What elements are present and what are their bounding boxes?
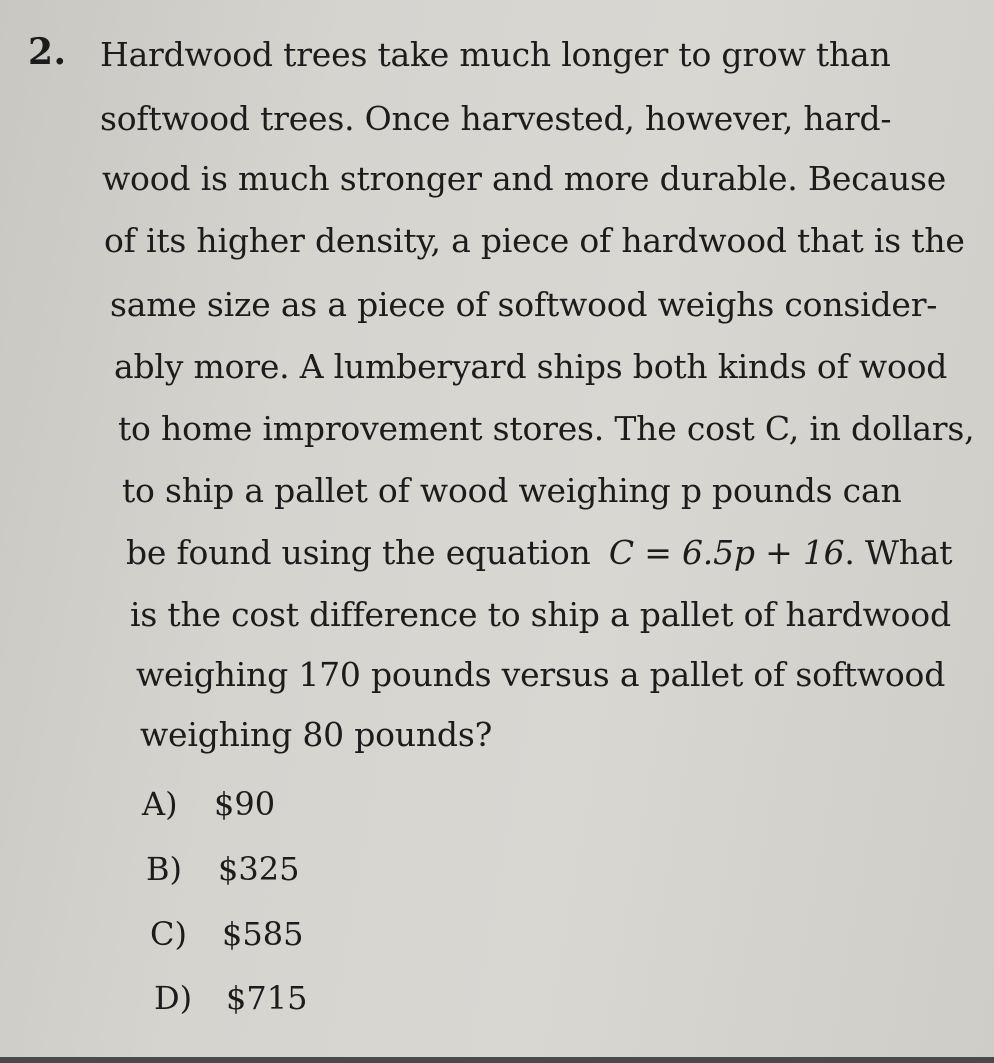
question-line-5: same size as a piece of softwood weighs consider- bbox=[110, 285, 938, 324]
question-line-9 bbox=[126, 533, 953, 572]
question-number: 2. bbox=[28, 31, 67, 73]
question-line-7: to home improvement stores. The cost C, in dollars, bbox=[118, 409, 975, 448]
choice-a-letter: A) bbox=[142, 785, 178, 823]
equation-trail-text: . What bbox=[844, 533, 953, 572]
question-line-2: softwood trees. Once harvested, however, hard- bbox=[100, 99, 892, 138]
choice-b-text: $325 bbox=[218, 850, 300, 888]
question-line-10: is the cost difference to ship a pallet of hardwood bbox=[130, 595, 951, 634]
choice-b[interactable] bbox=[146, 850, 300, 888]
choice-c-text: $585 bbox=[222, 915, 304, 953]
equation-lead-text: be found using the equation bbox=[126, 533, 591, 572]
choice-d[interactable] bbox=[154, 979, 308, 1017]
question-line-1: Hardwood trees take much longer to grow than bbox=[100, 35, 891, 74]
question-line-12: weighing 80 pounds? bbox=[140, 715, 493, 754]
cost-equation: C = 6.5p + 16 bbox=[608, 533, 845, 572]
question-line-6: ably more. A lumberyard ships both kinds of wood bbox=[114, 347, 948, 386]
question-line-4: of its higher density, a piece of hardwood that is the bbox=[104, 221, 965, 260]
question-line-3: wood is much stronger and more durable. Because bbox=[102, 159, 947, 198]
choice-c[interactable] bbox=[150, 915, 304, 953]
question-line-8: to ship a pallet of wood weighing p pounds can bbox=[122, 471, 902, 510]
choice-a[interactable] bbox=[142, 785, 276, 823]
page-bottom-edge bbox=[0, 1057, 994, 1063]
choice-d-text: $715 bbox=[226, 979, 308, 1017]
choice-a-text: $90 bbox=[214, 785, 276, 823]
question-line-11: weighing 170 pounds versus a pallet of softwood bbox=[136, 655, 946, 694]
choice-b-letter: B) bbox=[146, 850, 182, 888]
choice-c-letter: C) bbox=[150, 915, 187, 953]
choice-d-letter: D) bbox=[154, 979, 193, 1017]
